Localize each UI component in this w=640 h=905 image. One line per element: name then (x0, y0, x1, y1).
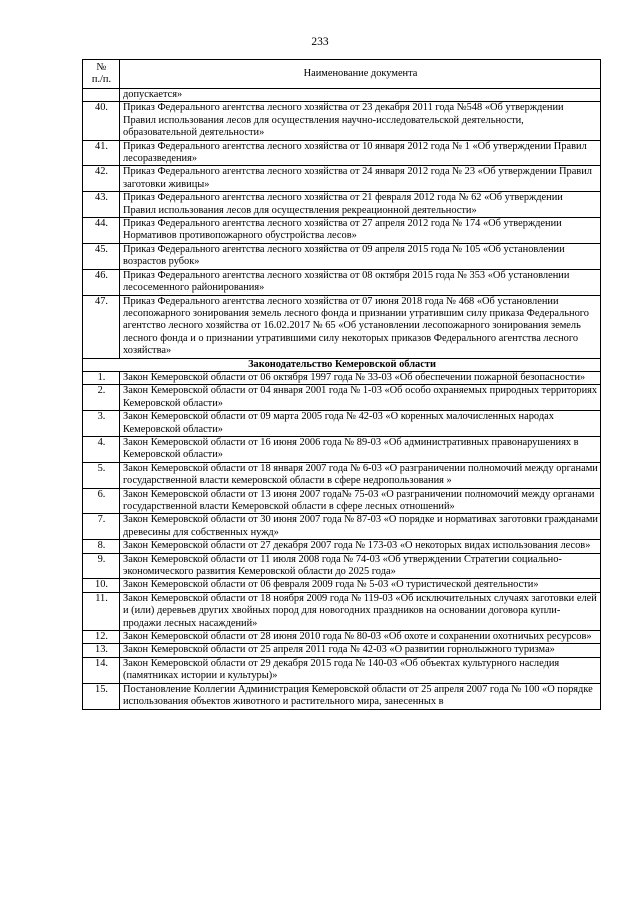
row-text: Закон Кемеровской области от 13 июня 2007 года№ 75-03 «О разграничении полномочий между органами государственной власти Кемеровской области в сфере лесных отношений» (120, 488, 601, 514)
row-num: 12. (83, 631, 120, 644)
table-row (83, 592, 601, 630)
header-name: Наименование документа (120, 60, 601, 89)
row-num: 15. (83, 683, 120, 709)
row-num: 43. (83, 192, 120, 218)
row-text: Приказ Федерального агентства лесного хозяйства от 08 октября 2015 года № 353 «Об установлении лесосеменного районирования» (120, 269, 601, 295)
row-num: 9. (83, 553, 120, 579)
table-row (83, 371, 601, 384)
row-text: Постановление Коллегии Администрация Кемеровской области от 25 апреля 2007 года № 100 «О порядке использования объектов животного и растительного мира, занесенных в (120, 683, 601, 709)
table-row (83, 243, 601, 269)
table-row (83, 462, 601, 488)
row-text: Приказ Федерального агентства лесного хозяйства от 24 января 2012 года № 23 «Об утверждении Правил заготовки живицы» (120, 166, 601, 192)
table-row (83, 657, 601, 683)
row-num: 42. (83, 166, 120, 192)
row-text: Закон Кемеровской области от 28 июня 2010 года № 80-03 «Об охоте и сохранении охотничьих ресурсов» (120, 631, 601, 644)
section-title: Законодательство Кемеровской области (83, 358, 601, 371)
row-text: Закон Кемеровской области от 04 января 2001 года № 1-03 «Об особо охраняемых природных территориях Кемеровской области» (120, 385, 601, 411)
row-num: 10. (83, 579, 120, 592)
table-row (83, 192, 601, 218)
table-row (83, 140, 601, 166)
header-num: № п./п. (83, 60, 120, 89)
table-row (83, 166, 601, 192)
row-text: Приказ Федерального агентства лесного хозяйства от 09 апреля 2015 года № 105 «Об установлении возрастов рубок» (120, 243, 601, 269)
row-text: Закон Кемеровской области от 11 июля 2008 года № 74-03 «Об утверждении Стратегии социально-экономического развития Кемеровской области до 2025 года» (120, 553, 601, 579)
row-text: Закон Кемеровской области от 06 февраля 2009 года № 5-03 «О туристической деятельности» (120, 579, 601, 592)
row-num: 45. (83, 243, 120, 269)
table-row (83, 540, 601, 553)
table-row (83, 579, 601, 592)
row-text: Закон Кемеровской области от 06 октября 1997 года № 33-03 «Об обеспечении пожарной безопасности» (120, 371, 601, 384)
table-row (83, 631, 601, 644)
documents-table (82, 59, 601, 710)
table-header (83, 60, 601, 89)
row-text: Приказ Федерального агентства лесного хозяйства от 07 июня 2018 года № 468 «Об установлении лесопожарного зонирования земель лесного фонда и признании утратившим силу приказа Федерального агентство лесного хозяйства от 16.02.2017 № 65 «Об установлении лесопожарного зонирования земель лесного фонда и о признании утратившими силу некоторых приказов Федерального агентства лесного хозяйства» (120, 295, 601, 358)
row-text: Закон Кемеровской области от 29 декабря 2015 года № 140-03 «Об объектах культурного наследия (памятниках истории и культуры)» (120, 657, 601, 683)
continuation-row (83, 89, 601, 102)
row-num: 1. (83, 371, 120, 384)
row-text: Закон Кемеровской области от 16 июня 2006 года № 89-03 «Об административных правонарушениях в Кемеровской области» (120, 436, 601, 462)
table-row (83, 553, 601, 579)
row-text: Приказ Федерального агентства лесного хозяйства от 27 апреля 2012 года № 174 «Об утверждении Нормативов противопожарного обустройства лесов» (120, 218, 601, 244)
row-num: 8. (83, 540, 120, 553)
row-num: 46. (83, 269, 120, 295)
page-number: 233 (311, 36, 329, 48)
table-row (83, 411, 601, 437)
continuation-text: допускается» (120, 89, 601, 102)
row-num: 2. (83, 385, 120, 411)
row-num: 13. (83, 644, 120, 657)
table-row (83, 218, 601, 244)
row-text: Приказ Федерального агентства лесного хозяйства от 10 января 2012 года № 1 «Об утверждении Правил лесоразведения» (120, 140, 601, 166)
row-text: Закон Кемеровской области от 09 марта 2005 года № 42-03 «О коренных малочисленных народах Кемеровской области» (120, 411, 601, 437)
row-text: Закон Кемеровской области от 18 января 2007 года № 6-03 «О разграничении полномочий между органами государственной власти кемеровской области в сфере недропользования » (120, 462, 601, 488)
row-text: Приказ Федерального агентства лесного хозяйства от 23 декабря 2011 года №548 «Об утверждении Правил использования лесов для осуществления научно-исследовательской деятельности, образовательной деятельности» (120, 102, 601, 140)
table-row (83, 385, 601, 411)
row-num: 11. (83, 592, 120, 630)
row-text: Закон Кемеровской области от 25 апреля 2011 года № 42-03 «О развитии горнолыжного туризма» (120, 644, 601, 657)
table-row (83, 683, 601, 709)
row-num: 6. (83, 488, 120, 514)
row-num: 47. (83, 295, 120, 358)
row-num: 3. (83, 411, 120, 437)
table-row (83, 644, 601, 657)
table-row (83, 488, 601, 514)
table-row (83, 269, 601, 295)
row-num: 7. (83, 514, 120, 540)
row-num: 4. (83, 436, 120, 462)
table-row (83, 436, 601, 462)
row-num (83, 89, 120, 102)
row-text: Закон Кемеровской области от 30 июня 2007 года № 87-03 «О порядке и нормативах заготовки гражданами древесины для собственных нужд» (120, 514, 601, 540)
table-row (83, 295, 601, 358)
section-heading-row (83, 358, 601, 371)
row-text: Закон Кемеровской области от 18 ноября 2009 года № 119-03 «Об исключительных случаях заготовки елей и (или) деревьев других хвойных пород для новогодних праздников на основании договора купли-продажи лесных насаждений» (120, 592, 601, 630)
table-body (83, 89, 601, 710)
row-num: 44. (83, 218, 120, 244)
row-num: 40. (83, 102, 120, 140)
table-row (83, 514, 601, 540)
row-text: Приказ Федерального агентства лесного хозяйства от 21 февраля 2012 года № 62 «Об утверждении Правил использования лесов для осуществления рекреационной деятельности» (120, 192, 601, 218)
table-row (83, 102, 601, 140)
row-num: 5. (83, 462, 120, 488)
row-text: Закон Кемеровской области от 27 декабря 2007 года № 173-03 «О некоторых видах использования лесов» (120, 540, 601, 553)
row-num: 14. (83, 657, 120, 683)
row-num: 41. (83, 140, 120, 166)
